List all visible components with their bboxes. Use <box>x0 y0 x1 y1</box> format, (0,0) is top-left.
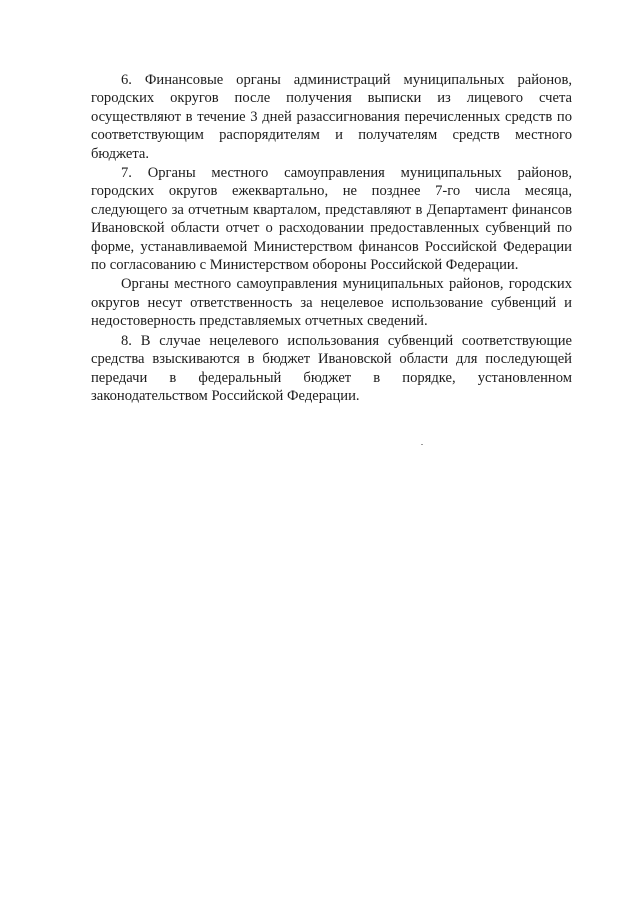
paragraph-6: 6. Финансовые органы администраций муниципальных районов, городских округов после получения выписки из лицевого счета осуществляют в течение 3 дней разассигнования перечисленных средств по соответствующим распорядителям и получателям средств местного бюджета. <box>91 72 572 162</box>
paragraph-7: 7. Органы местного самоуправления муниципальных районов, городских округов ежеквартально, не позднее 7-го числа месяца, следующего за отчетным кварталом, представляют в Департамент финансов Ивановской области отчет о расходовании предоставленных субвенций по форме, устанавливаемой Министерством финансов Российской Федерации по согласованию с Министерством обороны Российской Федерации. <box>91 165 572 274</box>
document-body <box>91 71 572 405</box>
paragraph-8: 8. В случае нецелевого использования субвенций соответствующие средства взыскиваются в бюджет Ивановской области для последующей передачи в федеральный бюджет в порядке, установленном законодательством Российской Федерации. <box>91 332 572 404</box>
scan-speck <box>421 444 423 445</box>
paragraph-7-continued: Органы местного самоуправления муниципальных районов, городских округов несут ответственность за нецелевое использование субвенций и недостоверность представляемых отчетных сведений. <box>91 276 572 330</box>
